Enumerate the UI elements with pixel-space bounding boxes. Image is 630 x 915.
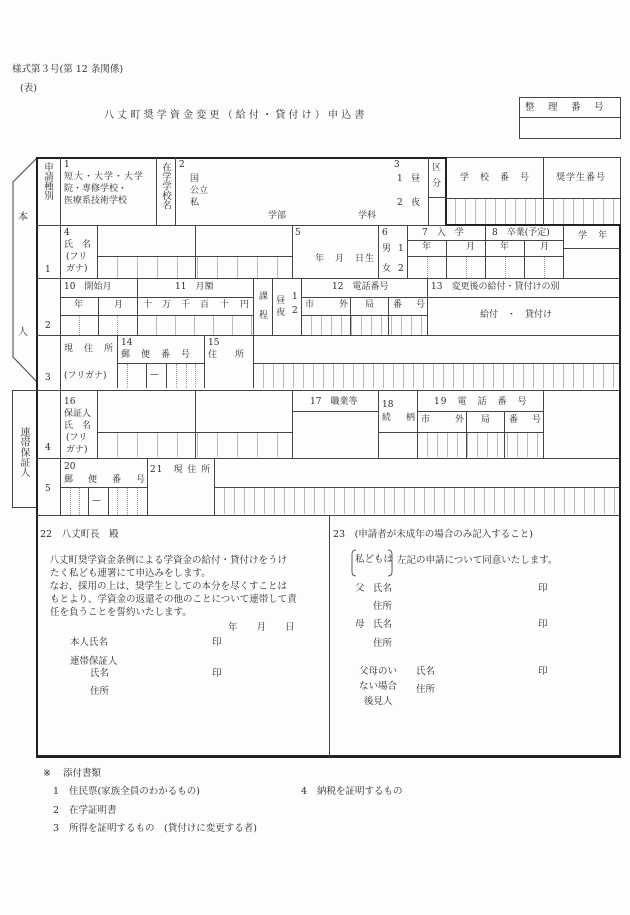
father-label: 父 bbox=[355, 583, 365, 594]
guarantor-sign-address-label: 住所 bbox=[90, 686, 110, 697]
digit-label-yen: 円 bbox=[240, 300, 250, 310]
guarantor-phone-boxes[interactable] bbox=[418, 433, 543, 457]
grad-year-label: 年 bbox=[500, 242, 510, 252]
row-number-1: 1 bbox=[45, 265, 51, 275]
reference-number-box bbox=[519, 97, 621, 139]
division-label-2: 分 bbox=[432, 179, 442, 189]
item18-number: 18 bbox=[382, 400, 394, 410]
g-phone-city-out-2: 外 bbox=[455, 415, 465, 425]
guarantor-sign-input[interactable] bbox=[118, 666, 208, 680]
birth-date-label[interactable]: 年 月 日生 bbox=[315, 254, 376, 264]
applicant-label-top: 本 bbox=[18, 212, 28, 223]
attachments-heading: 添付書類 bbox=[63, 768, 102, 779]
mother-address-input[interactable] bbox=[397, 636, 597, 650]
mother-seal: 印 bbox=[538, 619, 548, 630]
bracket-we bbox=[351, 549, 393, 577]
relation-input[interactable] bbox=[379, 433, 416, 457]
form-number: 様式第３号(第 12 条関係) bbox=[12, 64, 124, 75]
mother-name-label: 氏名 bbox=[373, 619, 393, 630]
applicant-name-sign-label: 本人氏名 bbox=[70, 637, 109, 648]
father-seal: 印 bbox=[538, 583, 548, 594]
row-number-4: 4 bbox=[45, 443, 51, 453]
male-option[interactable]: 男 bbox=[382, 244, 392, 254]
phone-number-2: 号 bbox=[416, 300, 426, 310]
school-public: 公立 bbox=[190, 186, 209, 196]
applicant-side-bracket bbox=[10, 157, 38, 383]
applicant-label-bottom: 人 bbox=[18, 327, 28, 338]
enroll-year-label: 年 bbox=[422, 242, 432, 252]
guarantor-phone-label: 19 電 話 番 号 bbox=[434, 397, 528, 407]
address-input[interactable] bbox=[254, 336, 618, 362]
mother-name-input[interactable] bbox=[397, 617, 527, 631]
form-title: 八 丈 町 奨 学 資 金 変 更 （ 給 付 ・ 貸 付 け ） 申 込 書 bbox=[104, 110, 365, 121]
faculty-label: 学部 bbox=[268, 211, 287, 221]
phone-boxes[interactable] bbox=[302, 316, 427, 335]
section22-pledge bbox=[38, 515, 328, 755]
guarantor-postal-input[interactable] bbox=[61, 488, 146, 514]
student-number-label: 奨学生番号 bbox=[556, 173, 607, 183]
guardian-address-input[interactable] bbox=[439, 682, 609, 696]
guarantor-address-label: 21 現 住 所 bbox=[150, 465, 212, 475]
guarantor-furigana-1: (フリ bbox=[66, 433, 88, 443]
guarantor-furigana-2: ガナ) bbox=[66, 445, 88, 455]
guardian-seal: 印 bbox=[538, 666, 548, 677]
course-day-num: 1 bbox=[292, 292, 298, 302]
section23-consent bbox=[331, 515, 618, 755]
department-label: 学科 bbox=[358, 211, 377, 221]
course-night-num: 2 bbox=[292, 306, 298, 316]
mother-address-label: 住所 bbox=[373, 638, 393, 649]
school-type-line3: 医療系技術学校 bbox=[64, 196, 128, 206]
graduation-date-input[interactable] bbox=[486, 257, 562, 277]
item14-number: 14 bbox=[121, 338, 133, 348]
start-month-label: 10 開始月 bbox=[64, 282, 112, 292]
guardian-label-3: 後見人 bbox=[364, 696, 393, 707]
reference-number-label: 整 理 番 号 bbox=[525, 102, 606, 113]
school-type-line2: 院・専修学校・ bbox=[64, 184, 128, 194]
start-month-input[interactable] bbox=[99, 316, 136, 334]
furigana-label-1: (フリ bbox=[66, 252, 88, 262]
phone-exchange: 局 bbox=[365, 300, 375, 310]
father-address-label: 住所 bbox=[373, 601, 393, 612]
start-month-unit: 月 bbox=[114, 300, 124, 310]
item15-number: 15 bbox=[208, 338, 220, 348]
start-year-input[interactable] bbox=[61, 316, 97, 334]
postal-dash: — bbox=[150, 370, 159, 380]
course-label-2: 程 bbox=[259, 311, 269, 321]
start-year-label: 年 bbox=[74, 300, 84, 310]
phone-label: 12 電話番号 bbox=[332, 282, 389, 292]
attachments bbox=[40, 765, 600, 845]
pledge-date[interactable]: 年 月 日 bbox=[228, 622, 295, 633]
enrollment-label: 7 入 学 bbox=[422, 228, 464, 238]
pledge-para2-line3b: 任を負うことを誓約いたします。 bbox=[50, 607, 192, 618]
guardian-address-label: 住所 bbox=[416, 684, 436, 695]
guarantor-side-label: 連帯保証人 bbox=[18, 427, 29, 477]
father-name-label: 氏名 bbox=[373, 583, 393, 594]
change-type-label: 13 変更後の給付・貸付けの別 bbox=[431, 282, 560, 292]
attachment-num-4: 4 bbox=[301, 786, 308, 797]
guarantor-postal-dash: — bbox=[92, 496, 101, 506]
change-type-options[interactable]: 給付 ・ 貸付け bbox=[480, 310, 553, 320]
night-option[interactable]: 夜 bbox=[411, 198, 421, 208]
school-name-input[interactable] bbox=[210, 172, 390, 208]
guarantor-sign-name-label: 氏名 bbox=[90, 668, 110, 679]
guarantor-sign-heading: 連帯保証人 bbox=[70, 656, 118, 667]
graduation-label: 8 卒業(予定) bbox=[492, 228, 550, 238]
current-address-label: 現 住 所 bbox=[64, 344, 115, 354]
row-number-5: 5 bbox=[45, 484, 51, 494]
g-phone-number-1: 番 bbox=[509, 415, 519, 425]
school-private: 私 bbox=[190, 198, 200, 208]
reference-number-input[interactable] bbox=[522, 119, 618, 137]
occupation-input[interactable] bbox=[293, 412, 377, 457]
pledge-para1-line2: たく私ども連署にて申込みをします。 bbox=[50, 568, 211, 579]
applicant-furigana-boxes[interactable] bbox=[98, 257, 292, 278]
attachment-num-1: 1 bbox=[53, 786, 60, 797]
note-mark-icon: ※ bbox=[43, 768, 51, 779]
attachment-item-1: 住民票(家族全員のわかるもの) bbox=[69, 786, 200, 797]
digit-label-100: 百 bbox=[200, 300, 210, 310]
pledge-para2-line2: もとより、学資金の返還その他のことについて連帯して責 bbox=[50, 594, 297, 605]
father-address-input[interactable] bbox=[397, 599, 597, 613]
attachment-item-3: 所得を証明するもの (貸付けに変更する者) bbox=[69, 823, 257, 834]
addressee-heading: 22 八丈町長 殿 bbox=[40, 529, 119, 540]
occupation-label: 17 職業等 bbox=[310, 397, 358, 407]
course-label-1: 課 bbox=[259, 292, 269, 302]
g-phone-city-out-1: 市 bbox=[421, 415, 431, 425]
address-furigana-boxes[interactable] bbox=[254, 364, 619, 388]
item16-number: 16 bbox=[64, 397, 76, 407]
student-number-boxes[interactable] bbox=[544, 199, 620, 224]
guarantor-seal: 印 bbox=[212, 668, 222, 679]
grade-input[interactable] bbox=[564, 249, 618, 277]
digit-label-10: 十 bbox=[220, 300, 230, 310]
guarantor-label: 保証人 bbox=[64, 409, 92, 419]
address-furigana-label: (フリガナ) bbox=[64, 371, 107, 381]
monthly-amount-boxes[interactable] bbox=[138, 316, 253, 335]
item4-number: 4 bbox=[64, 228, 70, 238]
guardian-name-label: 氏名 bbox=[416, 666, 436, 677]
attachment-num-2: 2 bbox=[53, 805, 60, 816]
relation-label: 続 柄 bbox=[382, 413, 419, 423]
guardian-name-input[interactable] bbox=[439, 664, 529, 678]
digit-label-100k: 十 bbox=[143, 300, 153, 310]
row-number-3: 3 bbox=[45, 373, 51, 383]
monthly-amount-label: 11 月額 bbox=[175, 282, 214, 292]
school-name-label: 在学学校名 bbox=[159, 162, 171, 210]
postal-code-input[interactable] bbox=[118, 364, 204, 387]
pledge-para2-line1: なお、採用の上は、奨学生としての本分を尽くすことは bbox=[40, 581, 288, 592]
school-number-boxes[interactable] bbox=[446, 199, 543, 224]
guarantor-postal-label: 郵 便 番 号 bbox=[64, 475, 149, 485]
item20-number: 20 bbox=[64, 462, 76, 472]
day-num: 1 bbox=[397, 174, 403, 184]
pledge-para1-line1: 八丈町奨学資金条例による学資金の給付・貸付けをうけ bbox=[40, 555, 288, 566]
guardian-label-1: 父母のい bbox=[359, 666, 398, 677]
school-number-label: 学 校 番 号 bbox=[460, 173, 531, 183]
father-name-input[interactable] bbox=[397, 581, 527, 595]
digit-label-10k: 万 bbox=[162, 300, 172, 310]
item2-number: 2 bbox=[179, 160, 185, 170]
consent-text: 左記の申請について同意いたします。 bbox=[397, 555, 558, 566]
attachment-num-3: 3 bbox=[53, 823, 60, 834]
enrollment-date-input[interactable] bbox=[408, 257, 484, 277]
school-national: 国 bbox=[190, 174, 200, 184]
enroll-month-label: 月 bbox=[466, 242, 476, 252]
guarantor-sign-address-input[interactable] bbox=[118, 684, 318, 698]
item3-number: 3 bbox=[394, 160, 400, 170]
g-phone-number-2: 号 bbox=[532, 415, 542, 425]
course-day[interactable]: 昼 bbox=[276, 296, 286, 306]
grad-month-label: 月 bbox=[540, 242, 550, 252]
form-side-label: (表) bbox=[20, 83, 37, 94]
g-phone-exchange: 局 bbox=[481, 415, 491, 425]
item5-number: 5 bbox=[295, 228, 301, 238]
guarantor-name-label: 氏 名 bbox=[64, 421, 92, 431]
address-label: 住 所 bbox=[208, 350, 245, 360]
night-num: 2 bbox=[397, 198, 403, 208]
female-num: 2 bbox=[398, 264, 404, 274]
item1-number: 1 bbox=[64, 160, 70, 170]
grade-label: 学 年 bbox=[578, 231, 609, 241]
school-type-line1: 短大・大学・大学 bbox=[64, 172, 145, 182]
day-option[interactable]: 昼 bbox=[411, 174, 421, 184]
name-label: 氏 名 bbox=[64, 240, 92, 250]
item6-number: 6 bbox=[382, 228, 388, 238]
division-label-1: 区 bbox=[432, 163, 442, 173]
phone-city-out-2: 外 bbox=[339, 300, 349, 310]
guarantor-side-box bbox=[12, 390, 37, 508]
consent-we: 私どもは bbox=[355, 554, 394, 565]
male-num: 1 bbox=[398, 244, 404, 254]
phone-number-1: 番 bbox=[393, 300, 403, 310]
guarantor-furigana-boxes[interactable] bbox=[98, 433, 292, 457]
guardian-label-2: ない場合 bbox=[359, 681, 398, 692]
mother-label: 母 bbox=[355, 619, 365, 630]
applicant-seal: 印 bbox=[212, 637, 222, 648]
guarantor-address-furigana-boxes[interactable] bbox=[215, 488, 619, 514]
postal-code-label: 郵 便 番 号 bbox=[121, 350, 192, 360]
guarantor-address-input[interactable] bbox=[215, 459, 618, 486]
applicant-sign-input[interactable] bbox=[118, 635, 208, 649]
furigana-label-2: ガナ) bbox=[66, 264, 88, 274]
attachment-item-4: 納税を証明するもの bbox=[317, 786, 403, 797]
female-option[interactable]: 女 bbox=[382, 264, 392, 274]
digit-label-1k: 千 bbox=[181, 300, 191, 310]
phone-city-out-1: 市 bbox=[305, 300, 315, 310]
application-type-label: 申請種別 bbox=[41, 162, 53, 200]
attachment-item-2: 在学証明書 bbox=[69, 805, 117, 816]
row-number-2: 2 bbox=[45, 321, 51, 331]
course-night[interactable]: 夜 bbox=[276, 308, 286, 318]
consent-heading: 23 (申請者が未成年の場合のみ記入すること) bbox=[333, 529, 534, 540]
